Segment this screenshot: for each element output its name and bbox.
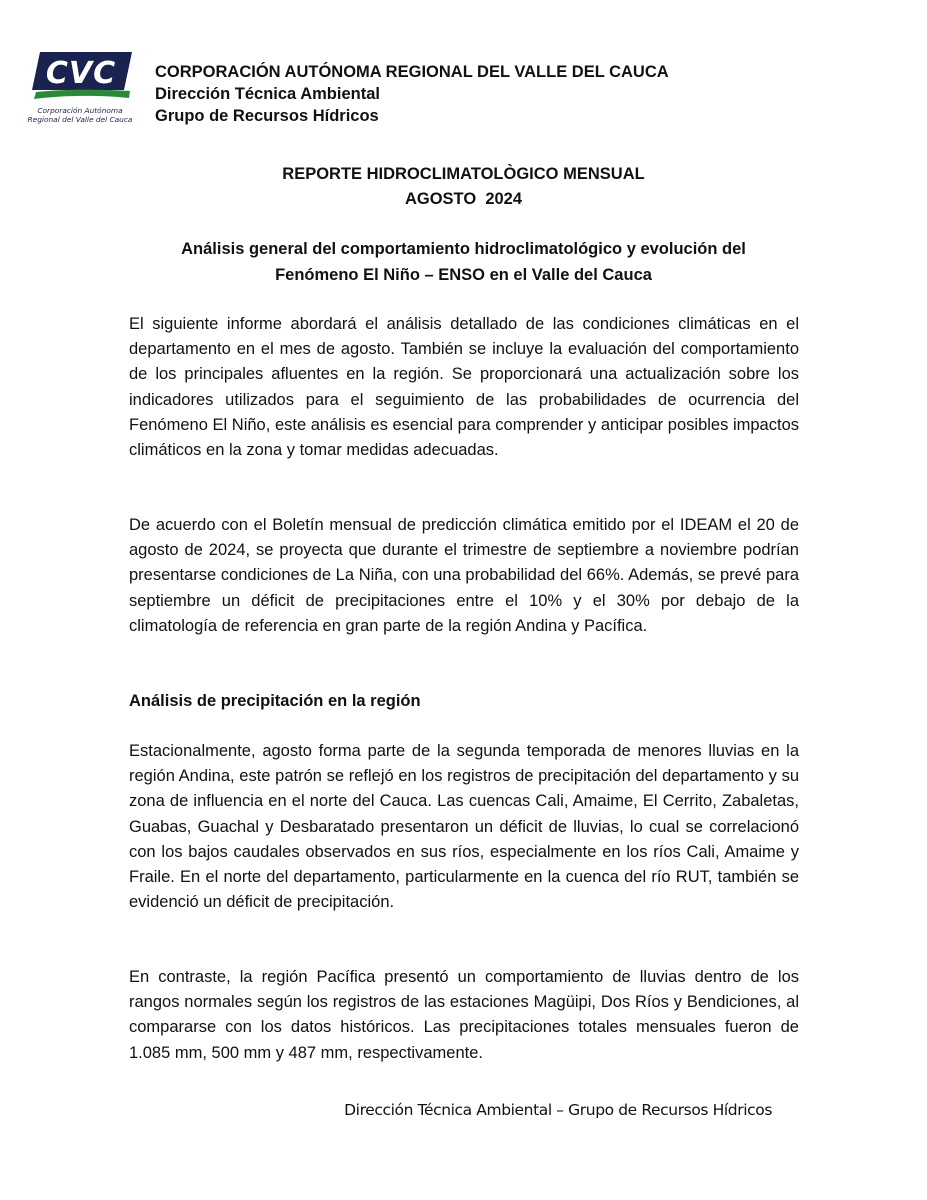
section-heading: Análisis de precipitación en la región [129, 692, 421, 710]
cvc-logo [24, 50, 136, 132]
cvc-logo-mark [30, 50, 134, 102]
page-footer: Dirección Técnica Ambiental – Grupo de Recursos Hídricos [344, 1101, 772, 1119]
pacific-paragraph: En contraste, la región Pacífica presentó un comportamiento de lluvias dentro de los rangos normales según los registros de las estaciones Magüipi, Dos Ríos y Bendiciones, al compararse con los datos históricos. Las precipitaciones totales mensuales fueron de 1.085 mm, 500 mm y 487 mm, respectivamente. [129, 968, 799, 1062]
subtitle-line-2: Fenómeno El Niño – ENSO en el Valle del Cauca [275, 266, 652, 284]
report-title [0, 162, 927, 212]
organization-header [155, 61, 669, 127]
analysis-subtitle [100, 236, 827, 288]
direction-name: Dirección Técnica Ambiental [155, 85, 380, 103]
logo-caption: Corporación Autónoma Regional del Valle del Cauca [27, 106, 133, 124]
report-period: AGOSTO 2024 [404, 190, 523, 208]
logo-letters: CVC [45, 56, 117, 91]
subtitle-line-1: Análisis general del comportamiento hidroclimatológico y evolución del [181, 240, 746, 258]
intro-paragraph: El siguiente informe abordará el análisis detallado de las condiciones climáticas en el departamento en el mes de agosto. También se incluye la evaluación del comportamiento de los principales afluentes en la región. Se proporcionará una actualización sobre los indicadores utilizados para el seguimiento de las probabilidades de ocurrencia del Fenómeno El Niño, este análisis es esencial para comprender y anticipar posibles impactos climáticos en la zona y tomar medidas adecuadas. [129, 315, 799, 460]
group-name: Grupo de Recursos Hídricos [155, 107, 379, 125]
seasonal-paragraph: Estacionalmente, agosto forma parte de la segunda temporada de menores lluvias en la región Andina, este patrón se reflejó en los registros de precipitación del departamento y su zona de influencia en el norte del Cauca. Las cuencas Cali, Amaime, El Cerrito, Zabaletas, Guabas, Guachal y Desbaratado presentaron un déficit de lluvias, lo cual se correlacionó con los bajos caudales observados en sus ríos, especialmente en los ríos Cali, Amaime y Fraile. En el norte del departamento, particularmente en la cuenca del río RUT, también se evidenció un déficit de precipitación. [129, 742, 799, 912]
organization-name: CORPORACIÓN AUTÓNOMA REGIONAL DEL VALLE DEL CAUCA [155, 63, 669, 81]
report-title-text: REPORTE HIDROCLIMATOLÒGICO MENSUAL [282, 165, 645, 183]
ideam-paragraph: De acuerdo con el Boletín mensual de predicción climática emitido por el IDEAM el 20 de agosto de 2024, se proyecta que durante el trimestre de septiembre a noviembre podrían presentarse condiciones de La Niña, con una probabilidad del 66%. Además, se prevé para septiembre un déficit de precipitaciones entre el 10% y el 30% por debajo de la climatología de referencia en gran parte de la región Andina y Pacífica. [129, 516, 799, 635]
